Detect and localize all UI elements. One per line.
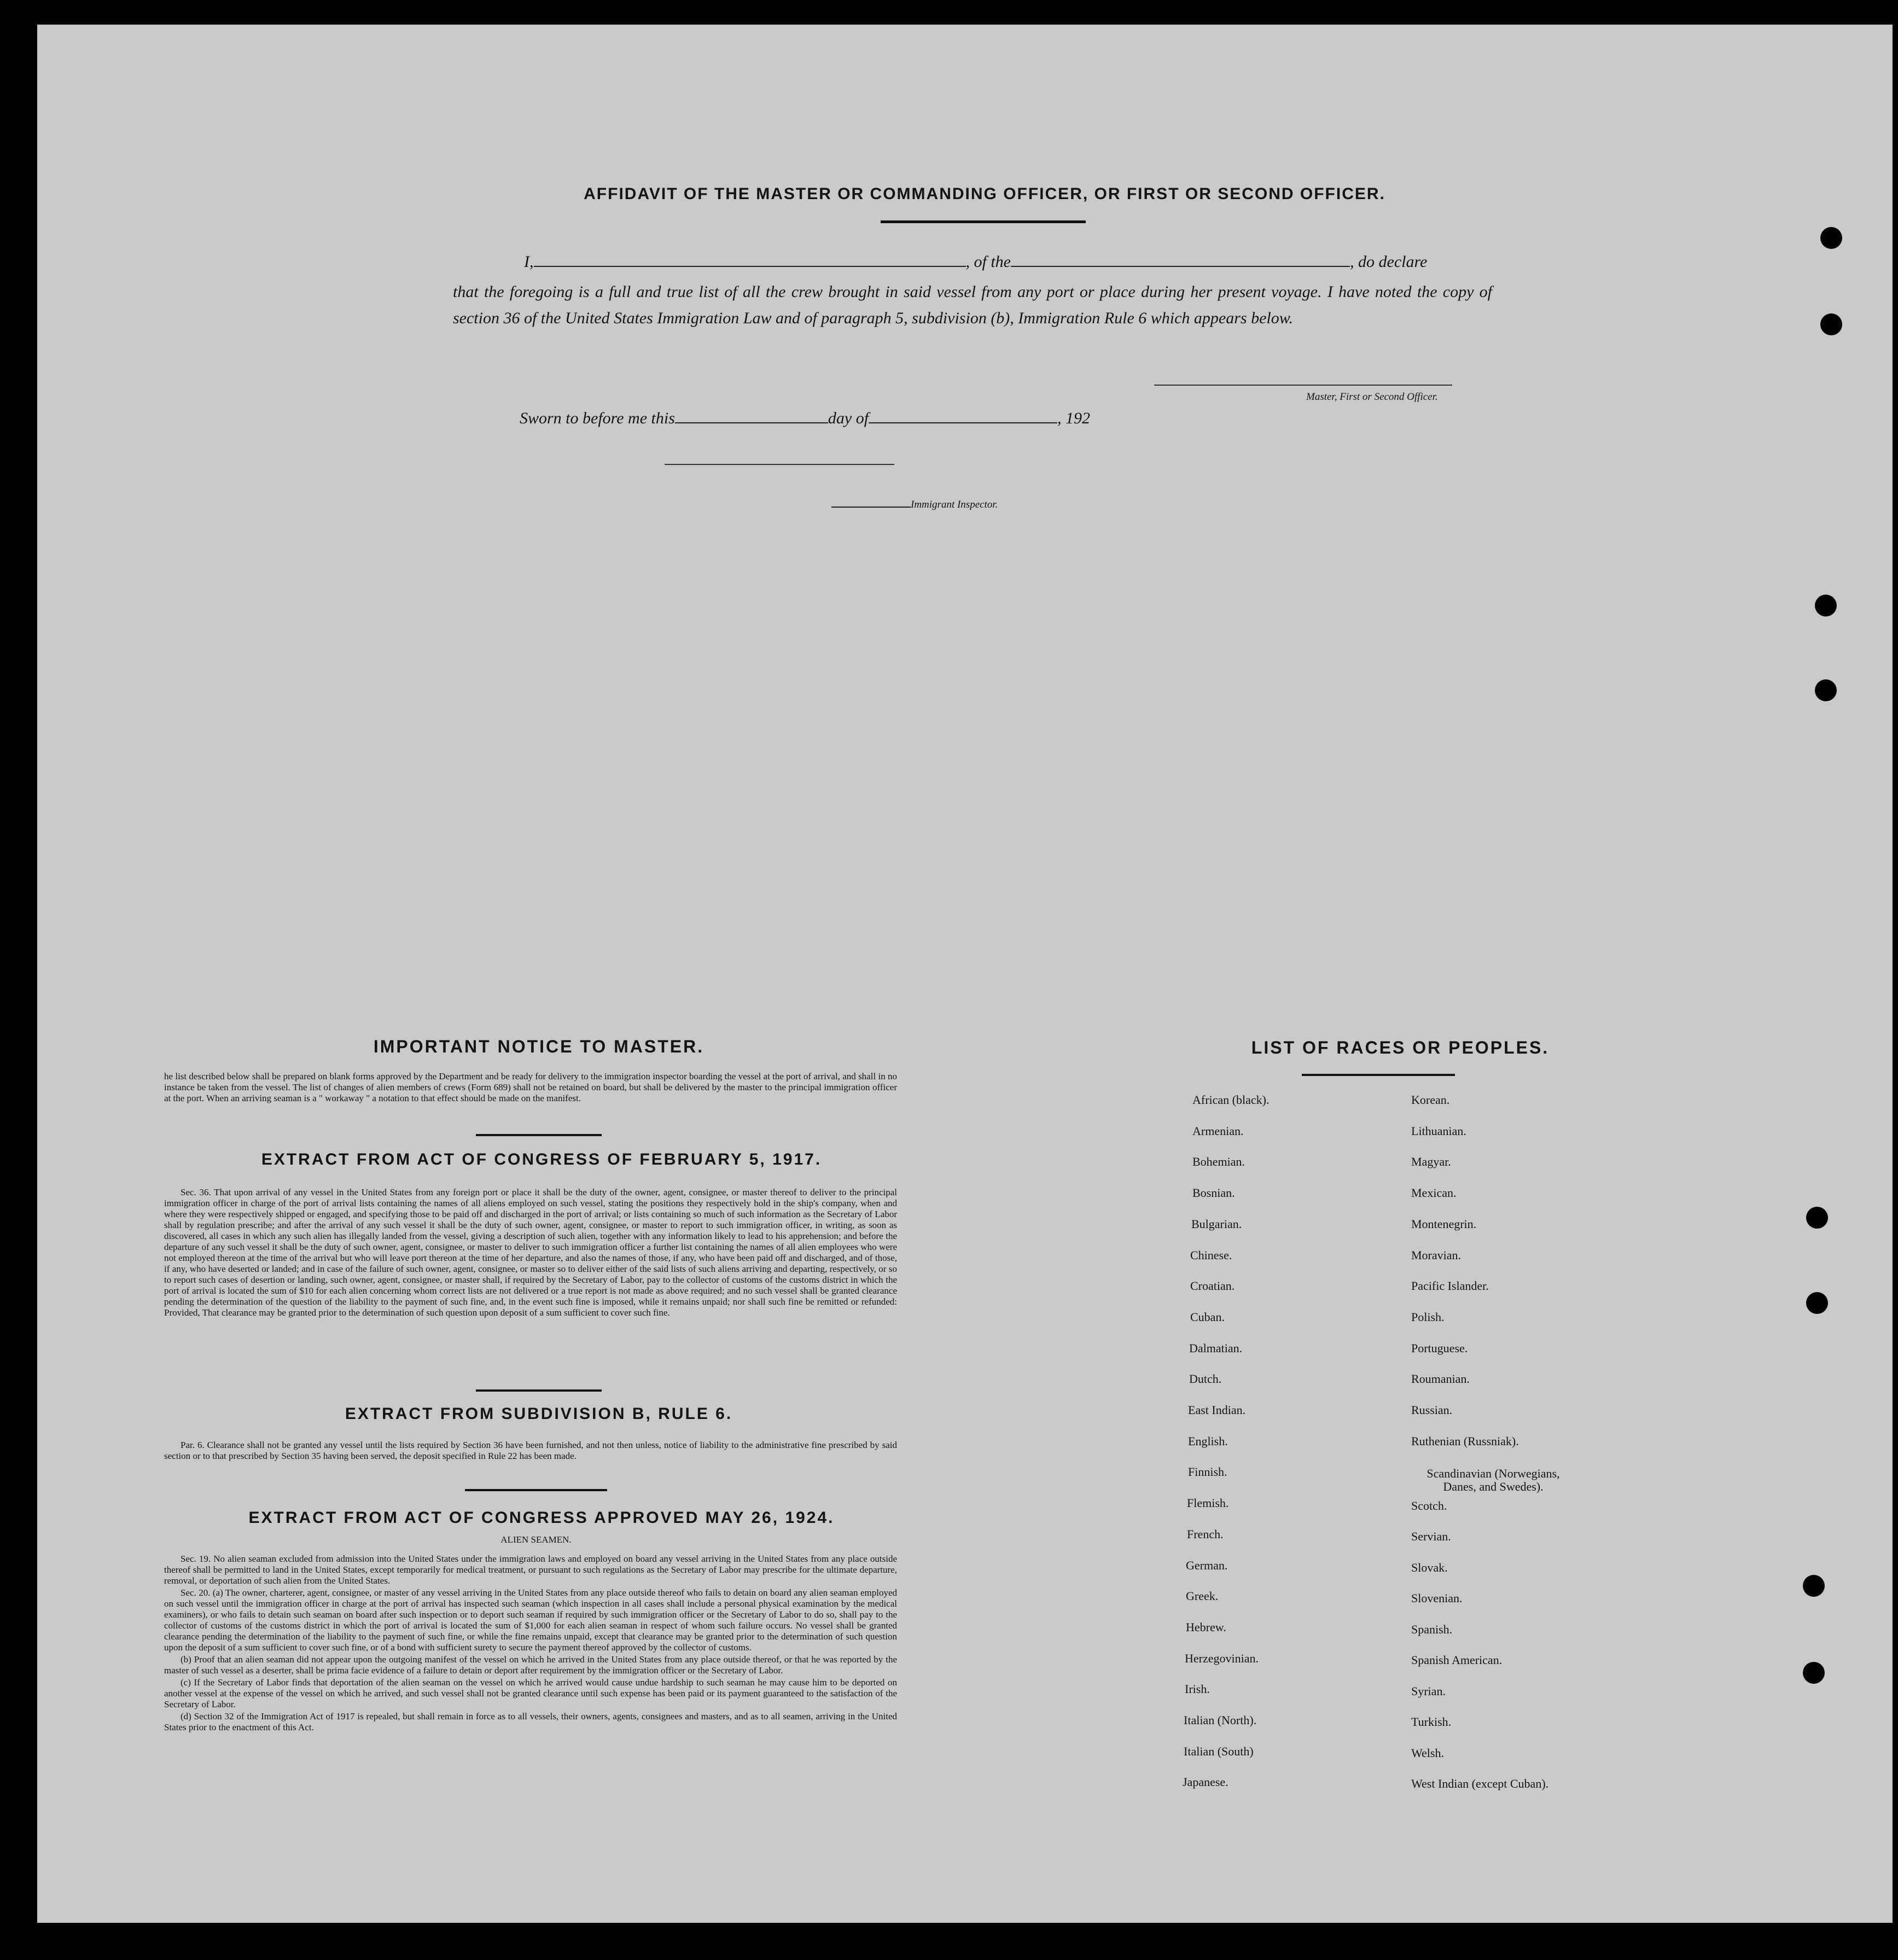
affidavit-title: AFFIDAVIT OF THE MASTER OR COMMANDING OFFICER, OR FIRST OR SECOND OFFICER.	[584, 185, 1385, 203]
notice-rule	[476, 1134, 602, 1136]
race-item: Polish.	[1411, 1310, 1445, 1324]
inspector-line	[831, 499, 998, 511]
act-1924-sec-19: Sec. 19. No alien seaman excluded from admission into the United States under the immigration laws and employed on board any vessel arriving in the United States from any place outside thereof shall be permitted to land in the United States, except temporarily for medical treatment, or pursuant to such regulations as the Secretary of Labor may prescribe for the ultimate departure, removal, or deportation of such alien from the United States.	[164, 1554, 897, 1586]
act-1917-body	[164, 1187, 897, 1319]
race-item: Finnish.	[1188, 1465, 1227, 1479]
rule-6-body	[164, 1440, 897, 1463]
punch-hole	[1815, 679, 1837, 701]
race-item: Welsh.	[1411, 1746, 1444, 1760]
month-blank[interactable]	[869, 422, 1057, 423]
rule-6-rule	[465, 1489, 607, 1491]
punch-hole	[1820, 313, 1842, 335]
act-1924-title: EXTRACT FROM ACT OF CONGRESS APPROVED MAY 26, 1924.	[248, 1509, 835, 1527]
race-item: Slovenian.	[1411, 1591, 1463, 1605]
name-blank[interactable]	[534, 265, 966, 267]
race-item: Portuguese.	[1411, 1341, 1468, 1355]
race-item: Mexican.	[1411, 1186, 1457, 1200]
notice-body: he list described below shall be prepared on blank forms approved by the Department and be ready for delivery to the immigration inspector boarding the vessel at the port of arrival, and shall in no instance be taken from the vessel. The list of changes of alien members of crews (Form 689) shall not be retained on board, but shall be delivered by the master to the principal immigration officer at the port. When an arriving seaman is a " workaway " a notation to that effect should be made on the manifest.	[164, 1071, 897, 1103]
race-item: Bosnian.	[1192, 1186, 1235, 1200]
races-left-column	[1181, 1093, 1400, 1804]
act-1924-subtitle: ALIEN SEAMEN.	[500, 1534, 572, 1545]
race-item: German.	[1186, 1558, 1228, 1572]
race-item: Armenian.	[1192, 1124, 1244, 1138]
rule-6-title: EXTRACT FROM SUBDIVISION B, RULE 6.	[345, 1405, 733, 1423]
race-item: West Indian (except Cuban).	[1411, 1777, 1549, 1790]
race-item: Roumanian.	[1411, 1372, 1470, 1386]
sworn-day: day of	[828, 409, 869, 427]
race-item: Croatian.	[1190, 1279, 1235, 1293]
race-item: Montenegrin.	[1411, 1217, 1477, 1231]
act-1924-sec-20b: (b) Proof that an alien seaman did not appear upon the outgoing manifest of the vessel on which he arrived in the United States from any place outside thereof, or that he was reported by the master of such vessel as a deserter, shall be prima facie evidence of a failure to detain or deport after requirement by the immigration officer or the Secretary of Labor.	[164, 1654, 897, 1676]
race-item: Moravian.	[1411, 1248, 1462, 1262]
race-item: Scotch.	[1411, 1499, 1447, 1513]
race-item: Scandinavian (Norwegians, Danes, and Swedes).	[1427, 1467, 1560, 1493]
declaration-start: I,	[524, 253, 534, 271]
act-1917-rule	[476, 1389, 602, 1392]
inspector-label: Immigrant Inspector.	[911, 499, 998, 510]
race-item: Italian (South)	[1184, 1744, 1254, 1758]
race-item: Flemish.	[1187, 1496, 1229, 1510]
punch-hole	[1815, 595, 1837, 617]
act-1924-body	[164, 1554, 897, 1734]
inspector-blank[interactable]	[831, 506, 911, 508]
race-item: African (black).	[1192, 1093, 1270, 1107]
act-1924-sec-20c: (c) If the Secretary of Labor finds that deportation of the alien seaman on the vessel on which he arrived would cause undue hardship to such seaman he may cause him to be deported on another vessel at the expense of the vessel on which he arrived, and such vessel shall not be granted clearance until such expense has been paid or its payment guaranteed to the satisfaction of the Secretary of Labor.	[164, 1677, 897, 1709]
race-item: Syrian.	[1411, 1684, 1446, 1698]
race-item: Dalmatian.	[1189, 1341, 1243, 1355]
sworn-line	[520, 409, 1090, 428]
act-1917-title: EXTRACT FROM ACT OF CONGRESS OF FEBRUARY 5, 1917.	[261, 1150, 822, 1168]
signature-label: Master, First or Second Officer.	[1306, 391, 1438, 403]
notice-title: IMPORTANT NOTICE TO MASTER.	[373, 1037, 705, 1056]
race-item: English.	[1188, 1434, 1228, 1448]
declaration-of: , of the	[965, 253, 1011, 271]
sworn-year: , 192	[1057, 409, 1091, 427]
race-item: Spanish.	[1411, 1622, 1453, 1636]
race-item: Bulgarian.	[1191, 1217, 1242, 1231]
race-item: East Indian.	[1188, 1403, 1246, 1417]
race-item: Lithuanian.	[1411, 1124, 1466, 1138]
race-item: Herzegovinian.	[1185, 1651, 1259, 1665]
declaration-end: , do declare	[1350, 253, 1428, 271]
declaration-line	[524, 253, 1493, 271]
race-item: Italian (North).	[1184, 1713, 1257, 1727]
vessel-blank[interactable]	[1011, 265, 1350, 267]
punch-hole	[1820, 227, 1842, 249]
race-item: Spanish American.	[1411, 1653, 1503, 1667]
act-1924-sec-20d: (d) Section 32 of the Immigration Act of 1917 is repealed, but shall remain in force as to all vessels, their owners, agents, consignees and masters, and as to all seamen, arriving in the United States prior to the enactment of this Act.	[164, 1711, 897, 1732]
race-item: Russian.	[1411, 1403, 1453, 1417]
races-right-column	[1406, 1093, 1690, 1804]
race-item: Ruthenian (Russniak).	[1411, 1434, 1519, 1448]
punch-hole	[1806, 1292, 1828, 1314]
races-title-rule	[1302, 1074, 1455, 1076]
race-item: Hebrew.	[1186, 1620, 1226, 1634]
race-item: Servian.	[1411, 1529, 1451, 1543]
race-item: Greek.	[1186, 1589, 1219, 1603]
punch-hole	[1803, 1662, 1825, 1684]
act-1924-sec-20a: Sec. 20. (a) The owner, charterer, agent, consignee, or master of any vessel arriving in the United States from any place outside thereof who fails to detain on board any alien seaman employed on such vessel until the immigration officer in charge at the port of arrival has inspected such seaman (which inspection in all cases shall include a personal physical examination by the medical examiners), or who fails to detain such seaman on board after such inspection or to deport such seaman if required by such immigration officer or the Secretary of Labor to do so, shall pay to the collector of customs of the customs district in which the port of arrival is located the sum of $1,000 for each alien seaman in respect of whom such failure occurs. No vessel shall be granted clearance pending the determination of the liability to the payment of such fine, or while the fine remains unpaid, except that clearance may be granted prior to the determination of such question upon the deposit of a sum sufficient to cover such fine, or of a bond with sufficient surety to secure the payment thereof approved by the collector of customs.	[164, 1587, 897, 1653]
punch-hole	[1806, 1207, 1828, 1229]
race-item: Pacific Islander.	[1411, 1279, 1489, 1293]
signature-line[interactable]	[1154, 385, 1452, 386]
race-item: Irish.	[1185, 1682, 1210, 1696]
race-item: Bohemian.	[1192, 1155, 1245, 1168]
punch-hole	[1803, 1575, 1825, 1597]
race-item: Japanese.	[1183, 1775, 1229, 1789]
race-item: Chinese.	[1190, 1248, 1232, 1262]
race-item: Dutch.	[1189, 1372, 1222, 1386]
sworn-prefix: Sworn to before me this	[520, 409, 675, 427]
race-item: Slovak.	[1411, 1561, 1448, 1574]
races-title: LIST OF RACES OR PEOPLES.	[1251, 1038, 1550, 1057]
race-item: Turkish.	[1411, 1715, 1452, 1729]
race-item: Cuban.	[1190, 1310, 1225, 1324]
affidavit-body: that the foregoing is a full and true list of all the crew brought in said vessel from any port or place during her present voyage. I have noted the copy of section 36 of the United States Immigration Law and of paragraph 5, subdivision (b), Immigration Rule 6 which appears below.	[453, 283, 1492, 327]
day-blank[interactable]	[675, 422, 828, 423]
affidavit-title-rule	[881, 220, 1086, 223]
race-item: Magyar.	[1411, 1155, 1451, 1168]
race-item: Korean.	[1411, 1093, 1450, 1107]
rule-6-paragraph: Par. 6. Clearance shall not be granted any vessel until the lists required by Section 36 have been furnished, and not then unless, notice of liability to the administrative fine prescribed by said section or to that prescribed by Section 35 having been served, the deposit specified in Rule 22 has been made.	[164, 1440, 897, 1461]
inspector-signature-line[interactable]	[665, 464, 894, 465]
act-1917-paragraph: Sec. 36. That upon arrival of any vessel in the United States from any foreign port or place it shall be the duty of the owner, agent, consignee, or master thereof to deliver to the principal immigration officer in charge of the port of arrival lists containing the names of all aliens employed on such vessel, stating the positions they respectively hold in the ship's company, when and where they were respectively shipped or engaged, and specifying those to be paid off and discharged in the port of arrival; or lists containing so much of such information as the Secretary of Labor shall by regulation prescribe; and after the arrival of any such vessel it shall be the duty of such owner, agent, consignee, or master to report to such immigration officer, in writing, as soon as discovered, all cases in which any such alien has illegally landed from the vessel, giving a description of such alien, together with any information likely to lead to his apprehension; and before the departure of any such vessel it shall be the duty of such owner, agent, consignee, or master to deliver to such immigration officer a further list containing the names of all alien employees who were not employed thereon at the time of the arrival but who will leave port thereon at the time of her departure, and also the names of those, if any, who have been paid off and discharged, and of those, if any, who have deserted or landed; and in case of the failure of such owner, agent, consignee, or master so to deliver either of the said lists of such aliens arriving and departing, respectively, or so to report such cases of desertion or landing, such owner, agent, consignee, or master shall, if required by the Secretary of Labor, pay to the collector of customs of the customs district in which the port of arrival is located the sum of $10 for each alien concerning whom correct lists are not delivered or a true report is not made as above required; and no such vessel shall be granted clearance pending the determination of the question of the liability to the payment of such fine, and, in the event such fine is imposed, while it remains unpaid; nor shall such fine be remitted or refunded: Provided, That clearance may be granted prior to the determination of such question upon deposit of a sum sufficient to cover such fine.	[164, 1187, 897, 1318]
race-item: French.	[1187, 1527, 1224, 1541]
